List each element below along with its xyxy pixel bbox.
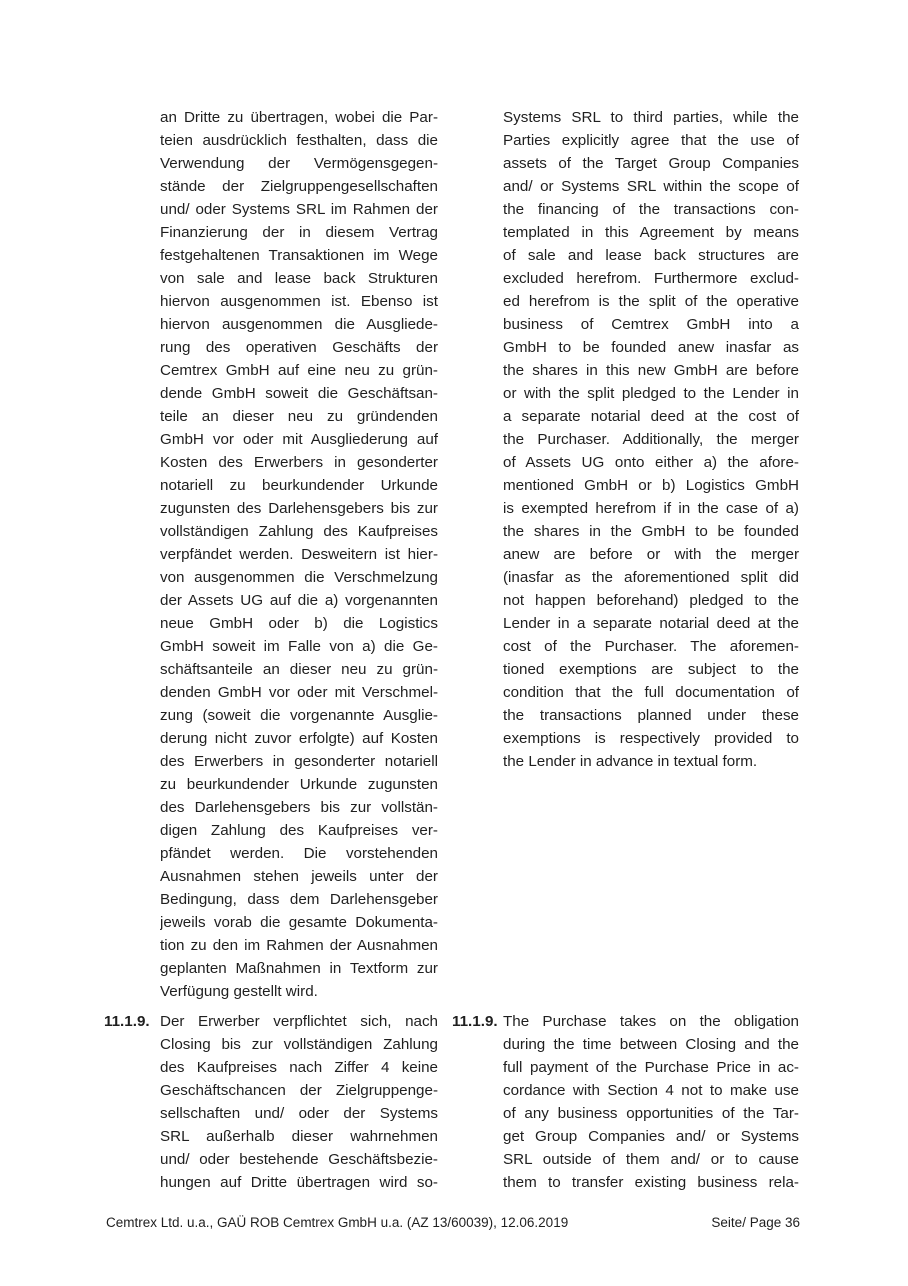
text-line: von ausgenommen die Verschmelzung <box>160 569 438 586</box>
text-line: teile an dieser neu zu gründenden <box>160 408 438 425</box>
text-line: during the time between Closing and the <box>503 1036 799 1053</box>
text-line: zung (soweit die vorgenannte Ausglie- <box>160 707 438 724</box>
text-line: sellschaften und/ oder der Systems <box>160 1105 438 1122</box>
text-line: tioned exemptions are subject to the <box>503 661 799 678</box>
text-line: the transactions planned under these <box>503 707 799 724</box>
text-line: Kosten des Erwerbers in gesonderter <box>160 454 438 471</box>
german-clause-paragraph <box>160 1010 438 1194</box>
text-line: The Purchase takes on the obligation <box>503 1013 799 1030</box>
text-line: des Darlehensgebers bis zur vollstän- <box>160 799 438 816</box>
text-line: Finanzierung der in diesem Vertrag <box>160 224 438 241</box>
text-line: Cemtrex GmbH auf eine neu zu grün- <box>160 362 438 379</box>
text-line: geplanten Maßnahmen in Textform zur <box>160 960 438 977</box>
text-line: templated in this Agreement by means <box>503 224 799 241</box>
text-line: excluded herefrom. Furthermore exclud- <box>503 270 799 287</box>
text-line: der Assets UG auf die a) vorgenannten <box>160 592 438 609</box>
text-line: Verwendung der Vermögensgegen- <box>160 155 438 172</box>
text-line: condition that the full documentation of <box>503 684 799 701</box>
text-line: Verfügung gestellt wird. <box>160 983 318 1000</box>
text-line: cost of the Purchaser. The aforemen- <box>503 638 799 655</box>
text-line: an Dritte zu übertragen, wobei die Par- <box>160 109 438 126</box>
text-line: hungen auf Dritte übertragen wird so- <box>160 1174 438 1191</box>
text-line: und/ oder Systems SRL im Rahmen der <box>160 201 438 218</box>
text-line: vollständigen Zahlung des Kaufpreises <box>160 523 438 540</box>
text-line: denden GmbH vor oder mit Verschmel- <box>160 684 438 701</box>
text-line: or with the split pledged to the Lender in <box>503 385 799 402</box>
text-line: of sale and lease back structures are <box>503 247 799 264</box>
text-line: cordance with Section 4 not to make use <box>503 1082 799 1099</box>
text-line: Systems SRL to third parties, while the <box>503 109 799 126</box>
text-line: full payment of the Purchase Price in ac- <box>503 1059 799 1076</box>
text-line: teien ausdrücklich festhalten, dass die <box>160 132 438 149</box>
text-line: Parties explicitly agree that the use of <box>503 132 799 149</box>
german-clause-number: 11.1.9. <box>104 1013 150 1030</box>
text-line: SRL außerhalb dieser wahrnehmen <box>160 1128 438 1145</box>
text-line: assets of the Target Group Companies <box>503 155 799 172</box>
text-line: Ausnahmen stehen jeweils unter der <box>160 868 438 885</box>
text-line: the Lender in advance in textual form. <box>503 753 758 770</box>
text-line: ed herefrom is the split of the operative <box>503 293 799 310</box>
english-clause-paragraph <box>503 1010 799 1194</box>
text-line: hiervon ausgenommen die Ausgliede- <box>160 316 438 333</box>
text-line: hiervon ausgenommen ist. Ebenso ist <box>160 293 438 310</box>
text-line: digen Zahlung des Kaufpreises ver- <box>160 822 438 839</box>
text-line: the shares in the GmbH to be founded <box>503 523 799 540</box>
footer-page-number: Seite/ Page 36 <box>711 1215 800 1230</box>
text-line: GmbH vor oder mit Ausgliederung auf <box>160 431 438 448</box>
text-line: schäftsanteile an dieser neu zu grün- <box>160 661 438 678</box>
page-footer <box>106 1214 800 1231</box>
text-line: anew are before or with the merger <box>503 546 799 563</box>
text-line: GmbH to be founded anew inasfar as <box>503 339 799 356</box>
text-line: Bedingung, dass dem Darlehensgeber <box>160 891 438 908</box>
text-line: jeweils vorab die gesamte Dokumenta- <box>160 914 438 931</box>
text-line: of any business opportunities of the Tar- <box>503 1105 799 1122</box>
text-line: neue GmbH oder b) die Logistics <box>160 615 438 632</box>
text-line: zu beurkundender Urkunde zugunsten <box>160 776 438 793</box>
text-line: stände der Zielgruppengesellschaften <box>160 178 438 195</box>
text-line: the Purchaser. Additionally, the merger <box>503 431 799 448</box>
text-line: a separate notarial deed at the cost of <box>503 408 799 425</box>
text-line: is exempted herefrom if in the case of a) <box>503 500 799 517</box>
text-line: the financing of the transactions con- <box>503 201 799 218</box>
text-line: GmbH soweit im Falle von a) die Ge- <box>160 638 438 655</box>
text-line: mentioned GmbH or b) Logistics GmbH <box>503 477 799 494</box>
text-line: verpfändet werden. Desweitern ist hier- <box>160 546 438 563</box>
text-line: get Group Companies and/ or Systems <box>503 1128 799 1145</box>
text-line: them to transfer existing business rela- <box>503 1174 799 1191</box>
text-line: Closing bis zur vollständigen Zahlung <box>160 1036 438 1053</box>
footer-reference: Cemtrex Ltd. u.a., GAÜ ROB Cemtrex GmbH u.a. (AZ 13/60039), 12.06.2019 <box>106 1215 569 1230</box>
text-line: und/ oder bestehende Geschäftsbezie- <box>160 1151 438 1168</box>
text-line: notariell zu beurkundender Urkunde <box>160 477 438 494</box>
text-line: Der Erwerber verpflichtet sich, nach <box>160 1013 438 1030</box>
text-line: and/ or Systems SRL within the scope of <box>503 178 799 195</box>
text-line: exemptions is respectively provided to <box>503 730 799 747</box>
text-line: derung nicht zuvor erfolgte) auf Kosten <box>160 730 438 747</box>
text-line: pfändet werden. Die vorstehenden <box>160 845 438 862</box>
text-line: von sale and lease back Strukturen <box>160 270 438 287</box>
text-line: festgehaltenen Transaktionen im Wege <box>160 247 438 264</box>
english-clause-number: 11.1.9. <box>452 1013 498 1030</box>
text-line: business of Cemtrex GmbH into a <box>503 316 799 333</box>
german-continuation-paragraph <box>160 106 438 1003</box>
text-line: des Kaufpreises nach Ziffer 4 keine <box>160 1059 438 1076</box>
text-line: Geschäftschancen der Zielgruppenge- <box>160 1082 438 1099</box>
text-line: zugunsten des Darlehensgebers bis zur <box>160 500 438 517</box>
text-line: of Assets UG onto either a) the afore- <box>503 454 799 471</box>
text-line: the shares in this new GmbH are before <box>503 362 799 379</box>
text-line: Lender in a separate notarial deed at the <box>503 615 799 632</box>
english-continuation-paragraph <box>503 106 799 773</box>
text-line: des Erwerbers in gesonderter notariell <box>160 753 438 770</box>
text-line: (inasfar as the aforementioned split did <box>503 569 799 586</box>
text-line: tion zu den im Rahmen der Ausnahmen <box>160 937 438 954</box>
text-line: rung des operativen Geschäfts der <box>160 339 438 356</box>
text-line: dende GmbH soweit die Geschäftsan- <box>160 385 438 402</box>
text-line: not happen beforehand) pledged to the <box>503 592 799 609</box>
text-line: SRL outside of them and/ or to cause <box>503 1151 799 1168</box>
